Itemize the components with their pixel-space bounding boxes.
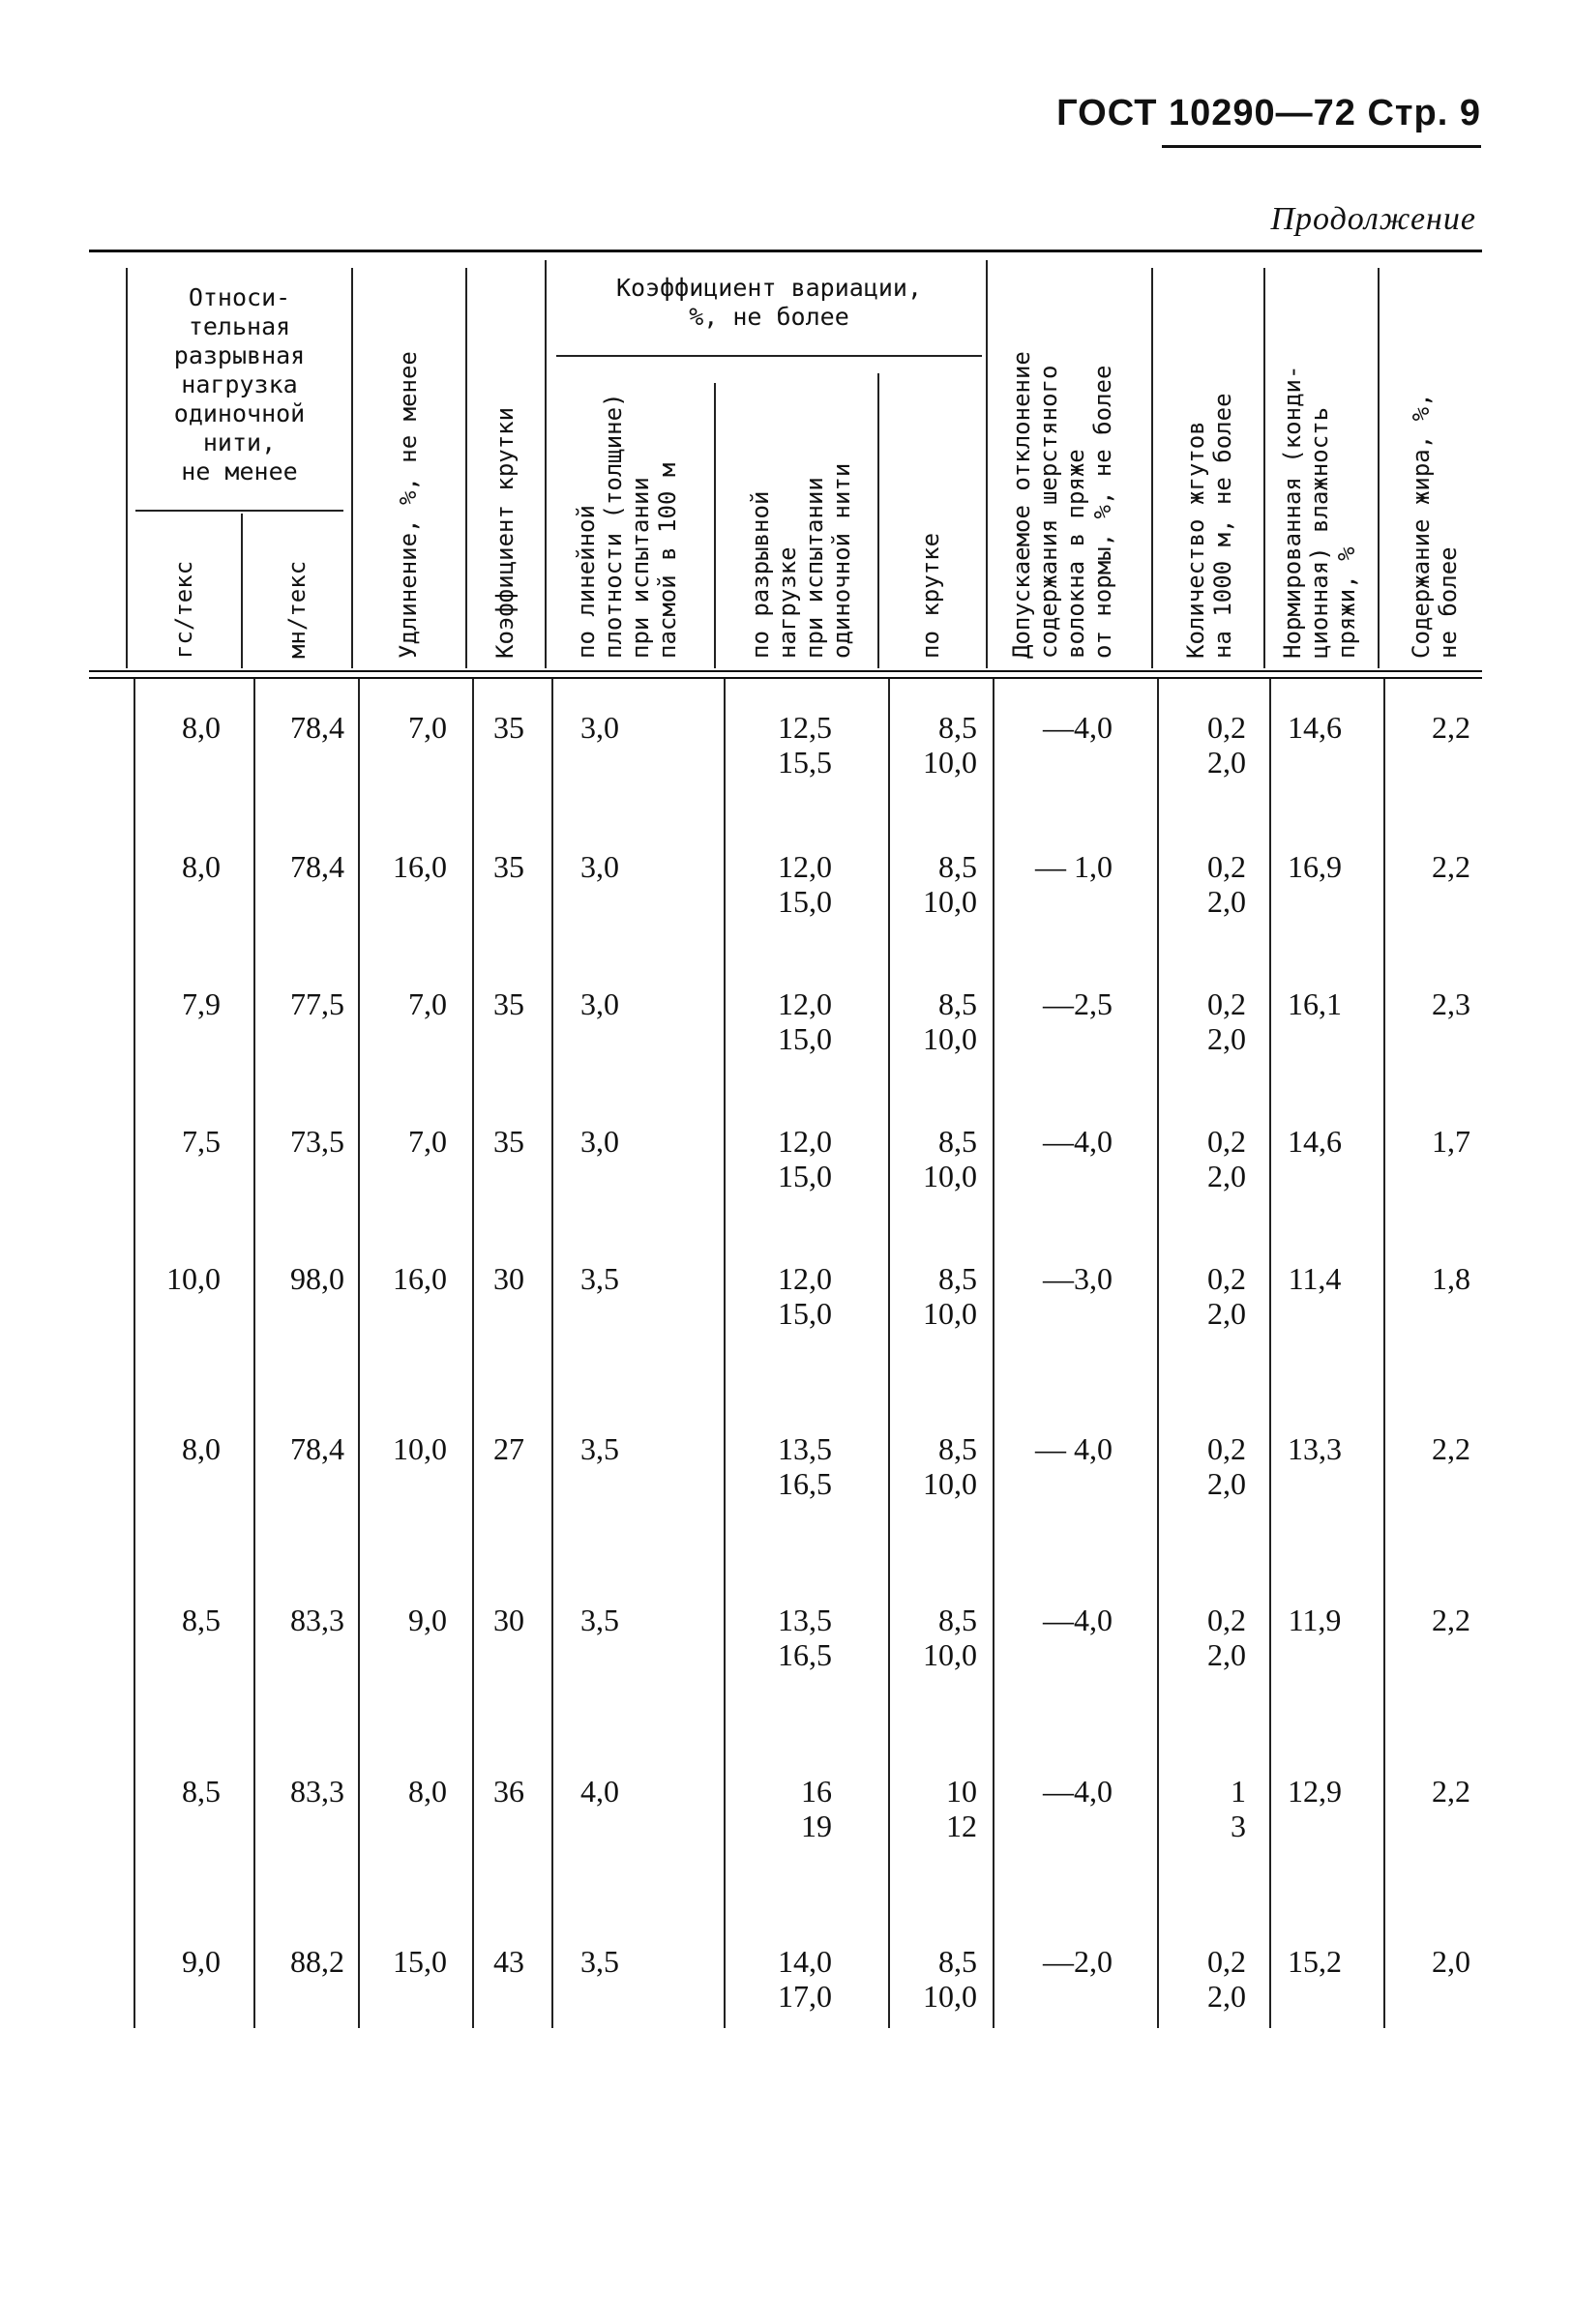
cell-twist: 35	[493, 1124, 524, 1159]
header-line: содержания шерстяного	[1035, 365, 1062, 659]
col-divider	[545, 260, 547, 668]
cell-mn: 78,4	[290, 1431, 344, 1466]
cell-wool: —4,0	[1043, 1774, 1113, 1809]
col-divider	[551, 679, 553, 2028]
cell-wool: —3,0	[1043, 1261, 1113, 1296]
cell-fat: 2,0	[1432, 1944, 1470, 1979]
cell-knots: 0,2	[1207, 986, 1246, 1021]
cell-v-lin: 4,0	[580, 1774, 619, 1809]
cell-knots: 0,2	[1207, 1603, 1246, 1637]
cell-v-load: 13,5	[778, 1431, 832, 1466]
header-line: по линейной	[573, 505, 600, 659]
cell-gs: 8,0	[182, 1431, 221, 1466]
cell-knots: 2,0	[1207, 1466, 1246, 1501]
header-line: нити,	[202, 428, 277, 456]
header-elongation: Удлинение, %, не менее	[395, 351, 422, 659]
header-var-linear	[573, 393, 681, 659]
cell-knots: 1	[1231, 1774, 1246, 1809]
col-divider	[126, 268, 128, 668]
header-moisture	[1279, 366, 1360, 659]
header-line: Содержание жира, %,	[1408, 393, 1435, 659]
page-header: ГОСТ 10290—72 Стр. 9	[1056, 93, 1481, 133]
cell-twist: 35	[493, 986, 524, 1021]
header-line: %, не более	[689, 303, 849, 331]
cell-v-load: 12,0	[778, 986, 832, 1021]
cell-knots: 2,0	[1207, 1296, 1246, 1331]
cell-v-lin: 3,0	[580, 849, 619, 884]
cell-v-load: 12,0	[778, 1261, 832, 1296]
cell-fat: 1,8	[1432, 1261, 1470, 1296]
cell-gs: 8,5	[182, 1774, 221, 1809]
cell-gs: 10,0	[166, 1261, 221, 1296]
col-divider	[351, 268, 353, 668]
cell-elong: 16,0	[393, 1261, 447, 1296]
col-divider	[877, 373, 879, 668]
cell-wool: —2,0	[1043, 1944, 1113, 1979]
cell-v-load: 13,5	[778, 1603, 832, 1637]
cell-v-load: 16,5	[778, 1466, 832, 1501]
cell-v-twist: 8,5	[938, 1124, 977, 1159]
cell-wool: —4,0	[1043, 1603, 1113, 1637]
cell-v-load: 15,0	[778, 1159, 832, 1193]
cell-knots: 0,2	[1207, 1124, 1246, 1159]
cell-moist: 12,9	[1288, 1774, 1342, 1809]
cell-v-twist: 8,5	[938, 1431, 977, 1466]
header-line: пряжи, %	[1333, 546, 1360, 659]
cell-v-load: 12,0	[778, 849, 832, 884]
header-line: нагрузка	[181, 370, 298, 398]
header-line: при испытании	[627, 477, 654, 659]
cell-moist: 14,6	[1288, 1124, 1342, 1159]
cell-elong: 10,0	[393, 1431, 447, 1466]
cell-moist: 16,1	[1288, 986, 1342, 1021]
header-line: на 1000 м, не более	[1209, 393, 1236, 659]
cell-knots: 0,2	[1207, 1261, 1246, 1296]
header-var-twist: по крутке	[917, 532, 944, 659]
header-wool-dev	[1008, 351, 1116, 659]
header-line: Коэффициент вариации,	[615, 274, 923, 302]
cell-v-twist: 8,5	[938, 1603, 977, 1637]
cell-moist: 11,9	[1288, 1603, 1342, 1637]
cell-knots: 2,0	[1207, 884, 1246, 919]
header-twist-coef: Коэффициент крутки	[491, 406, 519, 659]
col-divider	[465, 268, 467, 668]
cell-v-twist: 12	[946, 1809, 977, 1843]
cell-fat: 2,3	[1432, 986, 1470, 1021]
cell-moist: 14,6	[1288, 710, 1342, 745]
cell-v-twist: 8,5	[938, 710, 977, 745]
table-body	[0, 679, 1573, 2033]
header-line: одиночной нити	[828, 462, 855, 659]
header-line: разрывная	[173, 341, 306, 369]
cell-mn: 83,3	[290, 1774, 344, 1809]
cell-wool: —2,5	[1043, 986, 1113, 1021]
cell-v-twist: 8,5	[938, 849, 977, 884]
header-line: волокна в пряже	[1062, 449, 1089, 659]
cell-v-load: 12,0	[778, 1124, 832, 1159]
cell-moist: 15,2	[1288, 1944, 1342, 1979]
cell-v-twist: 10,0	[923, 745, 977, 780]
cell-elong: 16,0	[393, 849, 447, 884]
cell-mn: 83,3	[290, 1603, 344, 1637]
cell-v-twist: 10,0	[923, 1296, 977, 1331]
header-line: от нормы, %, не более	[1089, 365, 1116, 659]
cell-v-twist: 8,5	[938, 1261, 977, 1296]
col-divider	[986, 260, 988, 668]
cell-twist: 36	[493, 1774, 524, 1809]
cell-elong: 15,0	[393, 1944, 447, 1979]
cell-knots: 2,0	[1207, 1637, 1246, 1672]
cell-gs: 8,0	[182, 710, 221, 745]
header-line: тельная	[188, 312, 291, 340]
header-line: Допускаемое отклонение	[1008, 351, 1035, 659]
cell-v-load: 15,0	[778, 884, 832, 919]
cell-moist: 16,9	[1288, 849, 1342, 884]
cell-v-twist: 10	[946, 1774, 977, 1809]
header-line: пасмой в 100 м	[654, 462, 681, 659]
cell-v-twist: 10,0	[923, 1637, 977, 1672]
cell-mn: 73,5	[290, 1124, 344, 1159]
cell-knots: 3	[1231, 1809, 1246, 1843]
cell-elong: 7,0	[408, 1124, 447, 1159]
col-divider	[1378, 268, 1380, 668]
header-variation	[556, 274, 982, 332]
header-line: одиночной	[173, 399, 306, 427]
cell-v-twist: 8,5	[938, 1944, 977, 1979]
cell-v-load: 16	[801, 1774, 832, 1809]
cell-twist: 35	[493, 710, 524, 745]
cell-v-twist: 10,0	[923, 1466, 977, 1501]
cell-v-twist: 8,5	[938, 986, 977, 1021]
header-fat	[1408, 393, 1462, 659]
header-line: Относи-	[188, 283, 291, 311]
cell-fat: 2,2	[1432, 1603, 1470, 1637]
cell-v-twist: 10,0	[923, 884, 977, 919]
cell-wool: —4,0	[1043, 1124, 1113, 1159]
cell-v-load: 19	[801, 1809, 832, 1843]
header-unit-gs: гс/текс	[170, 560, 197, 659]
cell-gs: 8,5	[182, 1603, 221, 1637]
cell-v-lin: 3,5	[580, 1944, 619, 1979]
cell-elong: 9,0	[408, 1603, 447, 1637]
cell-moist: 13,3	[1288, 1431, 1342, 1466]
cell-gs: 8,0	[182, 849, 221, 884]
header-line: не менее	[181, 457, 298, 485]
cell-v-twist: 10,0	[923, 1021, 977, 1056]
cell-twist: 30	[493, 1603, 524, 1637]
cell-knots: 2,0	[1207, 1159, 1246, 1193]
cell-elong: 8,0	[408, 1774, 447, 1809]
col-divider	[724, 679, 726, 2028]
cell-v-load: 16,5	[778, 1637, 832, 1672]
col-divider	[1151, 268, 1153, 668]
cell-elong: 7,0	[408, 986, 447, 1021]
cell-v-load: 17,0	[778, 1979, 832, 2014]
cell-knots: 0,2	[1207, 1431, 1246, 1466]
cell-mn: 77,5	[290, 986, 344, 1021]
cell-v-lin: 3,5	[580, 1431, 619, 1466]
col-divider	[993, 679, 994, 2028]
cell-mn: 98,0	[290, 1261, 344, 1296]
cell-wool: — 1,0	[1035, 849, 1113, 884]
cell-knots: 2,0	[1207, 745, 1246, 780]
cell-v-lin: 3,0	[580, 986, 619, 1021]
cell-wool: —4,0	[1043, 710, 1113, 745]
cell-mn: 78,4	[290, 710, 344, 745]
header-knots	[1182, 393, 1236, 659]
header-line: нагрузке	[774, 546, 801, 659]
header-var-load	[747, 463, 855, 659]
header-rule	[1162, 145, 1481, 148]
cell-v-lin: 3,0	[580, 710, 619, 745]
cell-v-lin: 3,5	[580, 1603, 619, 1637]
header-line: при испытании	[801, 477, 828, 659]
cell-v-twist: 10,0	[923, 1979, 977, 2014]
cell-fat: 2,2	[1432, 849, 1470, 884]
table-header	[0, 252, 1573, 668]
header-line: не более	[1435, 546, 1462, 659]
cell-mn: 88,2	[290, 1944, 344, 1979]
cell-v-twist: 10,0	[923, 1159, 977, 1193]
header-rel-load	[135, 283, 343, 486]
header-line: плотности (толщине)	[600, 393, 627, 659]
cell-knots: 0,2	[1207, 1944, 1246, 1979]
cell-gs: 7,9	[182, 986, 221, 1021]
cell-v-load: 12,5	[778, 710, 832, 745]
cell-twist: 43	[493, 1944, 524, 1979]
cell-knots: 0,2	[1207, 710, 1246, 745]
col-divider	[714, 383, 716, 668]
cell-v-load: 15,0	[778, 1021, 832, 1056]
row-divider	[135, 510, 343, 512]
cell-v-load: 15,0	[778, 1296, 832, 1331]
col-divider	[1263, 268, 1265, 668]
cell-twist: 27	[493, 1431, 524, 1466]
header-line: ционная) влажность	[1306, 406, 1333, 659]
cell-knots: 2,0	[1207, 1979, 1246, 2014]
cell-fat: 1,7	[1432, 1124, 1470, 1159]
col-divider	[241, 514, 243, 668]
header-unit-mn: мн/текс	[283, 560, 311, 659]
cell-knots: 0,2	[1207, 849, 1246, 884]
cell-fat: 2,2	[1432, 710, 1470, 745]
cell-fat: 2,2	[1432, 1774, 1470, 1809]
header-line: Нормированная (конди-	[1279, 365, 1306, 659]
row-divider	[556, 355, 982, 357]
cell-fat: 2,2	[1432, 1431, 1470, 1466]
header-line: Количество жгутов	[1182, 421, 1209, 659]
continuation-label: Продолжение	[1270, 201, 1476, 237]
cell-v-load: 15,5	[778, 745, 832, 780]
cell-wool: — 4,0	[1035, 1431, 1113, 1466]
cell-elong: 7,0	[408, 710, 447, 745]
cell-v-lin: 3,5	[580, 1261, 619, 1296]
cell-v-lin: 3,0	[580, 1124, 619, 1159]
cell-twist: 35	[493, 849, 524, 884]
header-line: по разрывной	[747, 490, 774, 659]
cell-mn: 78,4	[290, 849, 344, 884]
cell-moist: 11,4	[1288, 1261, 1342, 1296]
cell-v-load: 14,0	[778, 1944, 832, 1979]
cell-gs: 7,5	[182, 1124, 221, 1159]
header-double-rule	[89, 670, 1482, 672]
cell-knots: 2,0	[1207, 1021, 1246, 1056]
cell-gs: 9,0	[182, 1944, 221, 1979]
cell-twist: 30	[493, 1261, 524, 1296]
